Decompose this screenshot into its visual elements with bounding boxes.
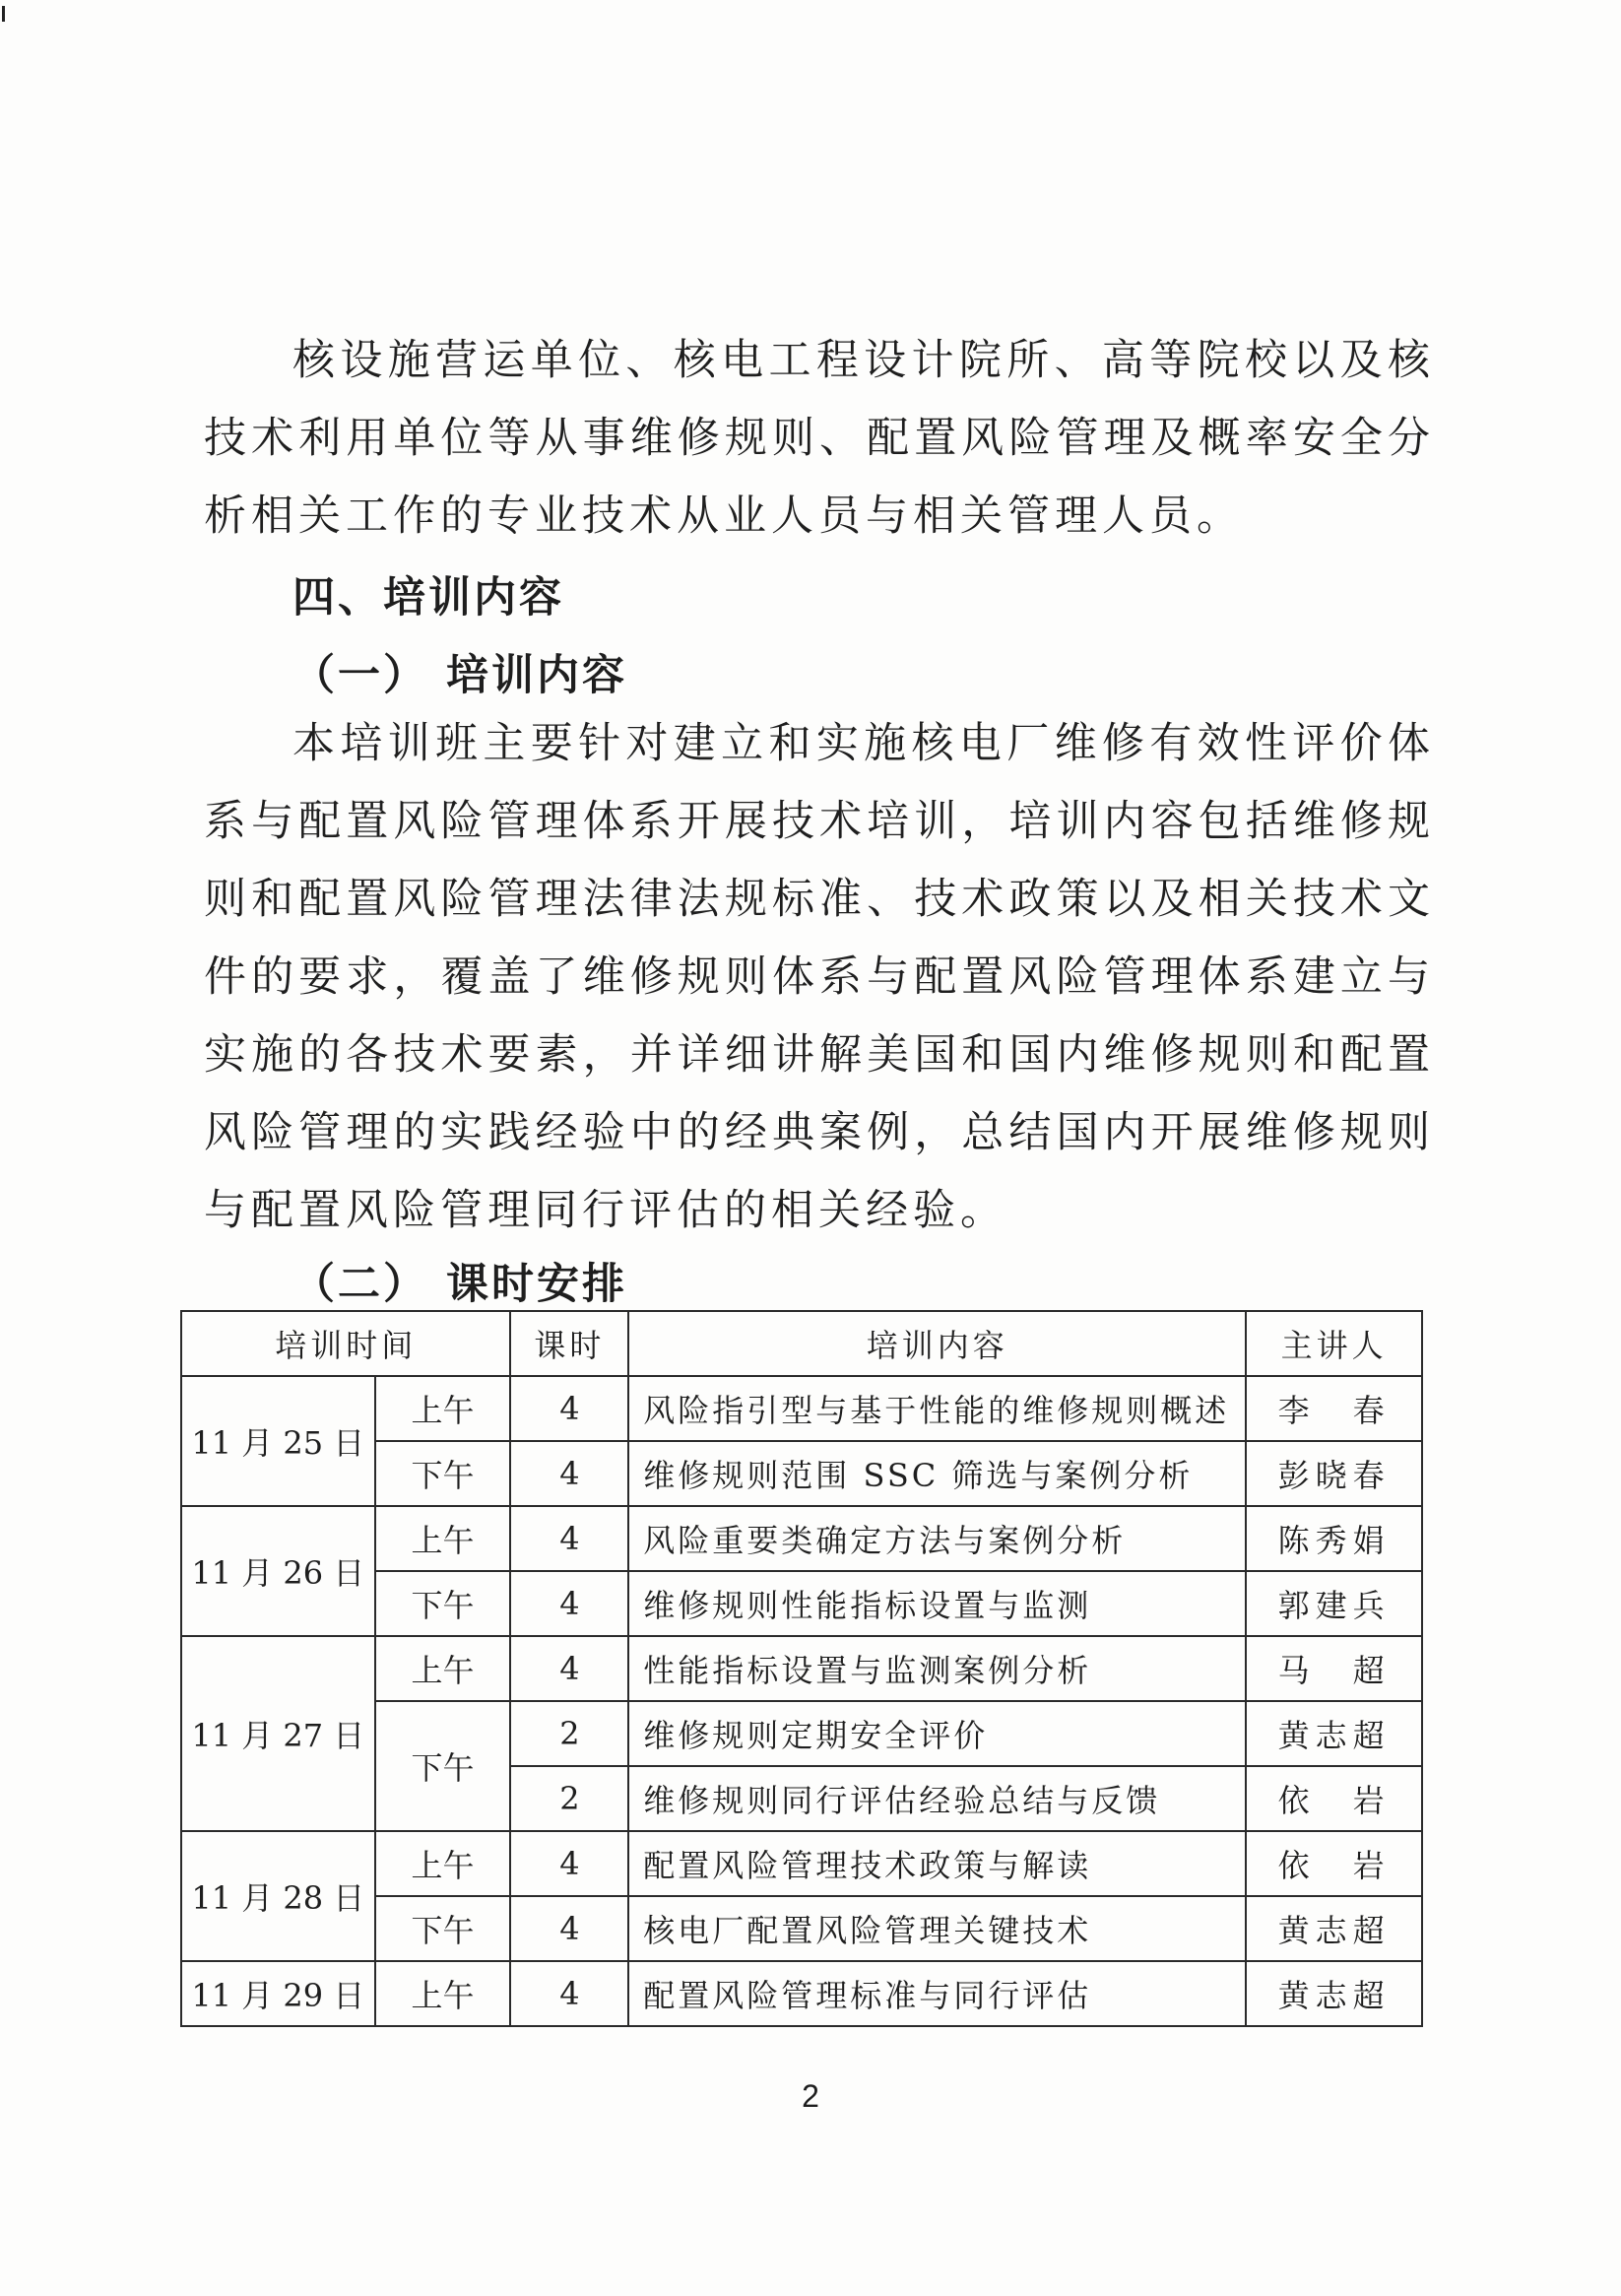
hours-cell: 4 [510, 1506, 628, 1571]
hours-cell: 4 [510, 1831, 628, 1896]
date-cell: 11 月 26 日 [181, 1506, 375, 1636]
hours-cell: 4 [510, 1636, 628, 1701]
table-row [181, 1636, 1422, 1701]
speaker-cell: 黄志超 [1246, 1896, 1422, 1961]
header-speaker: 主讲人 [1246, 1311, 1422, 1376]
table-header-row [181, 1311, 1422, 1376]
hours-cell: 4 [510, 1376, 628, 1441]
content-cell: 维修规则同行评估经验总结与反馈 [628, 1766, 1246, 1831]
period-cell: 上午 [375, 1831, 511, 1896]
speaker-cell: 郭建兵 [1246, 1571, 1422, 1636]
speaker-cell: 李 春 [1246, 1376, 1422, 1441]
content-cell: 维修规则范围 SSC 筛选与案例分析 [628, 1441, 1246, 1506]
content-cell: 配置风险管理标准与同行评估 [628, 1961, 1246, 2026]
speaker-cell: 依 岩 [1246, 1831, 1422, 1896]
content-cell: 风险指引型与基于性能的维修规则概述 [628, 1376, 1246, 1441]
header-hours: 课时 [510, 1311, 628, 1376]
schedule-table [180, 1310, 1423, 2027]
table-row [181, 1831, 1422, 1896]
content-cell: 核电厂配置风险管理关键技术 [628, 1896, 1246, 1961]
table-row [181, 1961, 1422, 2026]
period-cell: 下午 [375, 1701, 511, 1831]
speaker-cell: 依 岩 [1246, 1766, 1422, 1831]
table-row [181, 1376, 1422, 1441]
period-cell: 上午 [375, 1636, 511, 1701]
scan-mark [2, 6, 5, 22]
content-cell: 配置风险管理技术政策与解读 [628, 1831, 1246, 1896]
speaker-cell: 陈秀娟 [1246, 1506, 1422, 1571]
page-number: 2 [802, 2078, 819, 2114]
hours-cell: 2 [510, 1766, 628, 1831]
period-cell: 下午 [375, 1441, 511, 1506]
subsection-heading-schedule: （二） 课时安排 [292, 1260, 627, 1309]
date-cell: 11 月 25 日 [181, 1376, 375, 1506]
hours-cell: 4 [510, 1571, 628, 1636]
date-cell: 11 月 28 日 [181, 1831, 375, 1961]
paragraph-intro: 核设施营运单位、核电工程设计院所、高等院校以及核技术利用单位等从事维修规则、配置风险管理及概率安全分析相关工作的专业技术从业人员与相关管理人员。 [204, 336, 1435, 541]
speaker-cell: 黄志超 [1246, 1961, 1422, 2026]
hours-cell: 4 [510, 1896, 628, 1961]
hours-cell: 2 [510, 1701, 628, 1766]
content-cell: 维修规则定期安全评价 [628, 1701, 1246, 1766]
date-cell: 11 月 29 日 [181, 1961, 375, 2026]
content-cell: 性能指标设置与监测案例分析 [628, 1636, 1246, 1701]
date-cell: 11 月 27 日 [181, 1636, 375, 1831]
period-cell: 下午 [375, 1571, 511, 1636]
content-cell: 维修规则性能指标设置与监测 [628, 1571, 1246, 1636]
period-cell: 上午 [375, 1506, 511, 1571]
speaker-cell: 彭晓春 [1246, 1441, 1422, 1506]
period-cell: 下午 [375, 1896, 511, 1961]
speaker-cell: 黄志超 [1246, 1701, 1422, 1766]
period-cell: 上午 [375, 1376, 511, 1441]
period-cell: 上午 [375, 1961, 511, 2026]
header-content: 培训内容 [628, 1311, 1246, 1376]
header-time: 培训时间 [181, 1311, 510, 1376]
subsection-heading-content: （一） 培训内容 [292, 651, 627, 700]
table-row [181, 1506, 1422, 1571]
hours-cell: 4 [510, 1961, 628, 2026]
content-cell: 风险重要类确定方法与案例分析 [628, 1506, 1246, 1571]
hours-cell: 4 [510, 1441, 628, 1506]
paragraph-content: 本培训班主要针对建立和实施核电厂维修有效性评价体系与配置风险管理体系开展技术培训，培训内容包括维修规则和配置风险管理法律法规标准、技术政策以及相关技术文件的要求，覆盖了维修规则体系与配置风险管理体系建立与实施的各技术要素，并详细讲解美国和国内维修规则和配置风险管理的实践经验中的经典案例，总结国内开展维修规则与配置风险管理同行评估的相关经验。 [204, 719, 1435, 1235]
speaker-cell: 马 超 [1246, 1636, 1422, 1701]
section-heading: 四、培训内容 [292, 573, 564, 623]
